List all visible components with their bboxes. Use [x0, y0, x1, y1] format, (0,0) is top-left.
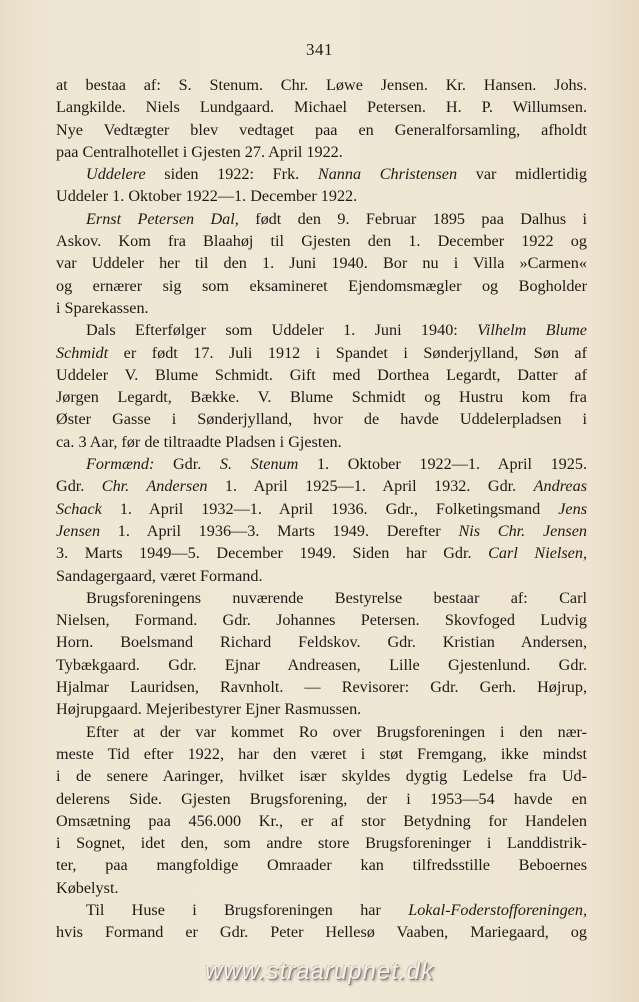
text-line: [56, 119, 587, 141]
text-line: [56, 185, 587, 207]
text-line: [56, 721, 587, 743]
text-segment: Gdr.: [154, 455, 220, 474]
text-segment: delerens Side. Gjesten Brugsforening, der i 1953—54 havde en: [56, 789, 587, 808]
text-segment: 3. Marts 1949—5. December 1949. Siden har Gdr.: [56, 544, 489, 563]
text-line: [56, 208, 587, 230]
text-line: [56, 364, 587, 386]
text-line: [56, 832, 587, 854]
text-segment: at bestaa af: S. Stenum. Chr. Løwe Jensen. Kr. Hansen. Johs.: [56, 76, 587, 94]
text-line: [56, 431, 587, 453]
text-line: [56, 386, 587, 408]
text-line: [56, 676, 587, 698]
text-line: [56, 810, 587, 832]
text-line: [56, 877, 587, 899]
text-segment: Gdr.: [56, 477, 102, 496]
text-segment: og ernærer sig som eksamineret Ejendomsmægler og Bogholder: [56, 276, 587, 295]
text-segment: Uddeler V. Blume Schmidt. Gift med Dorthea Legardt, Datter af: [56, 365, 587, 384]
text-line: [56, 854, 587, 876]
text-line: [56, 163, 587, 185]
text-segment: født den 9. Februar 1895 paa Dalhus i: [238, 209, 587, 228]
text-line: [56, 631, 587, 653]
text-line: [56, 453, 587, 475]
text-line: [56, 141, 587, 163]
text-line: [56, 498, 587, 520]
text-segment: var Uddeler her til den 1. Juni 1940. Bor nu i Villa »Carmen«: [56, 254, 587, 273]
italic-text: Andreas: [533, 477, 587, 496]
text-segment: i Sparekassen.: [56, 298, 149, 317]
italic-text: Carl Nielsen,: [488, 544, 588, 563]
text-segment: Omsætning paa 456.000 Kr., er af stor Betydning for Handelen: [56, 811, 587, 830]
text-segment: 1. April 1925—1. April 1932. Gdr.: [207, 477, 534, 496]
text-segment: i de senere Aaringer, hvilket især skyldes dygtig Ledelse fra Ud-: [56, 767, 587, 786]
text-segment: i Sognet, idet den, som andre store Brugsforeninger i Landdistrik-: [56, 834, 587, 853]
text-line: [56, 275, 587, 297]
text-segment: Efter at der var kommet Ro over Brugsforeningen i den nær-: [86, 722, 587, 741]
text-segment: Horn. Boelsmand Richard Feldskov. Gdr. Kristian Andersen,: [56, 633, 587, 652]
text-segment: Til Huse i Brugsforeningen har: [86, 900, 409, 919]
text-line: [56, 743, 587, 765]
text-line: [56, 342, 587, 364]
text-segment: Askov. Kom fra Blaahøj til Gjesten den 1. December 1922 og: [56, 232, 587, 251]
text-segment: ca. 3 Aar, før de tiltraadte Pladsen i Gjesten.: [56, 432, 342, 451]
text-line: [56, 252, 587, 274]
italic-text: Nis Chr. Jensen: [458, 521, 587, 540]
page-number: 341: [306, 40, 333, 59]
text-segment: Dals Efterfølger som Uddeler 1. Juni 1940:: [86, 321, 478, 340]
text-segment: var midlertidig: [457, 165, 588, 184]
italic-text: Jensen: [56, 521, 101, 540]
italic-text: Uddelere: [86, 165, 146, 184]
italic-text: Formænd:: [86, 455, 155, 474]
text-line: [56, 230, 587, 252]
text-line: [56, 609, 587, 631]
text-segment: Langkilde. Niels Lundgaard. Michael Petersen. H. P. Willumsen.: [56, 98, 587, 117]
text-line: [56, 408, 587, 430]
text-line: [56, 921, 587, 943]
text-segment: Tybækgaard. Gdr. Ejnar Andreasen, Lille Gjestenlund. Gdr.: [56, 655, 587, 674]
italic-text: Lokal-Foderstofforeningen,: [408, 900, 587, 919]
text-line: [56, 475, 587, 497]
italic-text: S. Stenum: [219, 455, 299, 474]
italic-text: Vilhelm Blume: [477, 321, 587, 340]
text-segment: 1. April 1936—3. Marts 1949. Derefter: [100, 521, 459, 540]
text-segment: meste Tid efter 1922, har den været i støt Fremgang, ikke mindst: [56, 744, 587, 763]
text-segment: Nye Vedtægter blev vedtaget paa en Generalforsamling, afholdt: [56, 120, 587, 139]
text-segment: Købelyst.: [56, 878, 119, 897]
body-text: [56, 74, 587, 944]
text-segment: ter, paa mangfoldige Omraader kan tilfredsstille Beboernes: [56, 856, 587, 875]
italic-text: Nanna Christensen: [317, 165, 458, 184]
text-line: [56, 654, 587, 676]
italic-text: Schmidt: [56, 343, 109, 362]
text-segment: Jørgen Legardt, Bække. V. Blume Schmidt og Hustru kom fra: [56, 388, 587, 407]
text-line: [56, 788, 587, 810]
text-segment: Nielsen, Formand. Gdr. Johannes Petersen. Skovfoged Ludvig: [56, 611, 587, 630]
text-segment: Sandagergaard, været Formand.: [56, 566, 263, 585]
text-line: [56, 96, 587, 118]
text-segment: Hjalmar Lauridsen, Ravnholt. — Revisorer: Gdr. Gerh. Højrup,: [56, 678, 587, 697]
text-line: [56, 698, 587, 720]
text-line: [56, 765, 587, 787]
text-line: [56, 899, 587, 921]
italic-text: Chr. Andersen: [101, 477, 208, 496]
watermark: www.straarupnet.dk: [205, 958, 434, 985]
text-segment: 1. April 1932—1. April 1936. Gdr., Folketingsmand: [101, 499, 559, 518]
italic-text: Ernst Petersen Dal,: [86, 209, 239, 228]
text-segment: siden 1922: Frk.: [145, 165, 318, 184]
italic-text: Schack: [56, 499, 102, 518]
text-segment: Øster Gasse i Sønderjylland, hvor de havde Uddelerpladsen i: [56, 410, 587, 429]
text-line: [56, 587, 587, 609]
text-line: [56, 542, 587, 564]
text-line: [56, 297, 587, 319]
text-segment: 1. Oktober 1922—1. April 1925.: [298, 455, 588, 474]
italic-text: Jens: [558, 499, 587, 518]
text-segment: er født 17. Juli 1912 i Spandet i Sønderjylland, Søn af: [108, 343, 587, 362]
text-segment: Højrupgaard. Mejeribestyrer Ejner Rasmussen.: [56, 700, 362, 719]
text-line: [56, 565, 587, 587]
text-line: [56, 520, 587, 542]
text-segment: hvis Formand er Gdr. Peter Hellesø Vaaben, Mariegaard, og: [56, 923, 587, 942]
text-segment: Brugsforeningens nuværende Bestyrelse bestaar af: Carl: [86, 588, 587, 607]
text-segment: Uddeler 1. Oktober 1922—1. December 1922.: [56, 187, 358, 206]
text-line: [56, 74, 587, 96]
text-segment: paa Centralhotellet i Gjesten 27. April 1922.: [56, 142, 343, 161]
text-line: [56, 319, 587, 341]
